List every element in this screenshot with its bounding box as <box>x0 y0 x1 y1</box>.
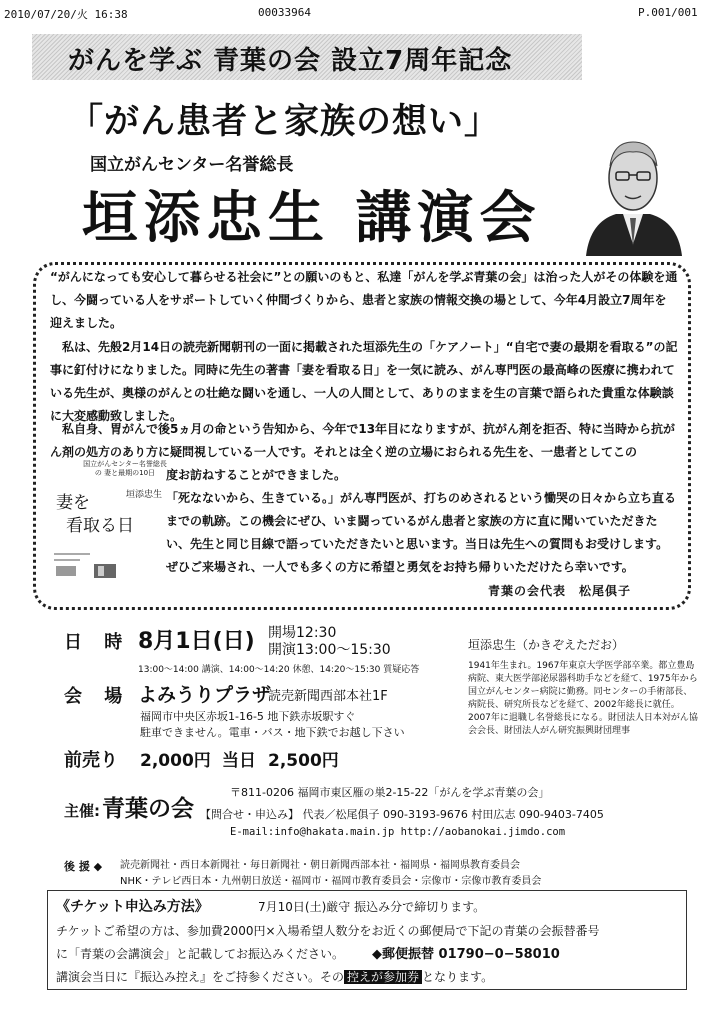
representative-signature: 青葉の会代表 松尾俱子 <box>488 584 632 598</box>
ticket-line-3 <box>56 968 493 985</box>
book-title <box>56 492 134 538</box>
book-caption: 国立がんセンター名誉総長の 妻と最期の10日 <box>83 460 167 477</box>
message-paragraph-4: 「死なないから、生きている。」がん専門医が、打ちのめされるという慟哭の日々から立ち直るまでの軌跡。この機会にぜひ、いま闘っているがん患者と家族の方に直に聞いていただきたい、先生と同じ目線で語っていただきたいと思います。当日は先生への質問もお受けします。ぜひご来場され、一人でも多くの方に希望と勇気をお持ち帰りいただけたら幸いです。 <box>166 491 677 574</box>
show-time: 開演13:00〜15:30 <box>268 642 391 658</box>
fax-date: 2010/07/20/火 16:38 <box>4 8 128 21</box>
organizer-label: 主催: <box>64 802 100 820</box>
speaker-portrait <box>578 126 688 256</box>
venue-address: 福岡市中央区赤坂1-16-5 地下鉄赤坂駅すぐ <box>140 710 356 723</box>
message-paragraph-2: 私は、先般2月14日の読売新聞朝刊の一面に掲載された垣添先生の「ケアノート」“自宅で妻の最期を看取る”の記事に釘付けになりました。同時に先生の著書「妻を看取る日」を一気に読み、がん専門医の最高峰の医療に携われている先生が、奥様のがんとの壮絶な闘いを通し、一人の人間として、ありのままを生の言葉で語られた貴重な体験談に大変感動致しました。 <box>50 340 678 423</box>
door-price: 2,500円 <box>268 751 339 771</box>
organizer-address: 〒811-0206 福岡市東区雁の巣2-15-22「がんを学ぶ青葉の会」 <box>230 786 550 799</box>
lecture-title: 「がん患者と家族の想い」 <box>68 102 501 142</box>
ticket-method-title: 《チケット申込み方法》 <box>56 899 209 915</box>
organizer-email-url: E-mail:info@hakata.main.jp http://aobanokai.jimdo.com <box>230 826 566 838</box>
venue-label: 会 場 <box>64 686 131 707</box>
ticket-stub-highlight: 控えが参加券 <box>344 970 422 984</box>
event-schedule: 13:00〜14:00 講演、14:00〜14:20 休憩、14:20〜15:30 質疑応答 <box>138 665 420 675</box>
book-author: 垣添忠生 <box>126 490 163 500</box>
ticket-line-2: に「青葉の会講演会」と記載してお振込みください。 <box>56 947 345 961</box>
doors-open-time: 開場12:30 <box>268 625 337 641</box>
postal-transfer-number: ◆郵便振替 01790−0−58010 <box>372 947 560 962</box>
message-paragraph-3: 私自身、胃がんで後5ヵ月の命という告知から、今年で13年目になりますが、抗がん剤を拒否、特に当時から抗がん剤の処方のあり方に疑問視している一人です。それとは全く逆の立場におられる先生を、一患者としてこの <box>50 422 676 459</box>
support-line-1: 読売新聞社・西日本新聞社・毎日新聞社・朝日新聞西部本社・福岡県・福岡県教育委員会 <box>120 860 520 871</box>
fax-header <box>0 0 724 22</box>
date-label: 日 時 <box>64 632 131 653</box>
organizer-name: 青葉の会 <box>102 796 194 822</box>
event-date: 8月1日(日) <box>138 629 255 654</box>
book-title-line-2: 看取る日 <box>66 516 134 536</box>
parking-notice: 駐車できません。電車・バス・地下鉄でお越し下さい <box>140 726 405 739</box>
support-line-2: NHK・テレビ西日本・九州朝日放送・福岡市・福岡市教育委員会・宗像市・宗像市教育委員会 <box>120 876 542 887</box>
bio-heading: 垣添忠生（かきぞえただお） <box>468 638 625 652</box>
venue-name: よみうりプラザ <box>138 684 272 706</box>
venue-building: 読売新聞西部本社1F <box>268 689 388 704</box>
anniversary-banner <box>32 30 582 86</box>
fax-page: P.001/001 <box>638 6 698 19</box>
ticket-line-1: チケットご希望の方は、参加費2000円×入場希望人数分をお近くの郵便局で下記の青葉の会振替番号 <box>56 924 600 938</box>
speaker-role: 国立がんセンター名誉総長 <box>90 155 294 175</box>
ticket-line-3-start: 講演会当日に『振込み控え』をご持参ください。その <box>56 970 345 984</box>
message-paragraph-3-end: 度お訪ねすることができました。 <box>166 468 347 482</box>
ticket-line-3-end: となります。 <box>422 970 494 984</box>
support-label: 後 援 ◆ <box>64 860 103 873</box>
advance-price: 2,000円 <box>140 751 211 771</box>
ticket-deadline: 7月10日(土)厳守 振込み分で締切ります。 <box>258 900 486 914</box>
door-label: 当日 <box>222 751 256 771</box>
bio-text: 1941年生まれ。1967年東京大学医学部卒業。都立豊島病院、東大医学部泌尿器科助手などを経て、1975年から国立がんセンター病院に勤務。同センターの手術部長、病院長、研究所長などを経て、2002年総長に就任。2007年に退職し名誉総長になる。財団法人日本対がん協会会長、財団法人がん研究振興財団理事 <box>468 661 698 736</box>
fax-number: 00033964 <box>258 6 311 19</box>
advance-label: 前売り <box>64 750 118 771</box>
organizer-contact: 【問合せ・申込み】 代表／松尾俱子 090-3193-9676 村田広志 090-9403-7405 <box>200 808 604 821</box>
message-paragraph-1: “がんになっても安心して暮らせる社会に”との願いのもと、私達「がんを学ぶ青葉の会」は治った人がその体験を通し、今闘っている人をサポートしていく仲間づくりから、患者と家族の情報交換の場として、今年4月設立7周年を迎えました。 <box>50 270 678 330</box>
banner-text: がんを学ぶ 青葉の会 設立7周年記念 <box>68 46 513 76</box>
speaker-heading: 垣添忠生 講演会 <box>82 185 542 251</box>
book-title-line-1: 妻を <box>56 493 90 513</box>
